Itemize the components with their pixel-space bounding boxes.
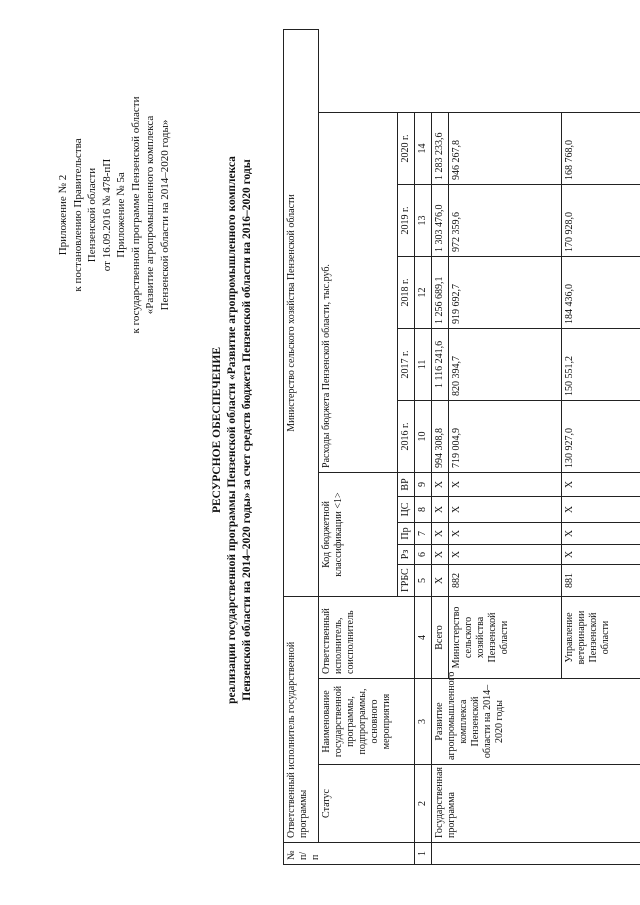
program-name: Развитие агропромышленного комплекса Пензенской области на 2014–2020 годы <box>432 679 640 765</box>
column-number: 5 <box>415 564 432 596</box>
cell-rz: Х <box>449 544 562 564</box>
resource-table <box>283 29 640 865</box>
column-number: 9 <box>415 472 432 496</box>
column-number: 6 <box>415 544 432 564</box>
cell-value: 946 267,8 <box>449 112 562 184</box>
cell-pr: Х <box>432 522 449 544</box>
column-number: 1 <box>415 843 432 865</box>
cell-grbs: 882 <box>449 564 562 596</box>
cell-value: 1 116 241,6 <box>432 328 449 400</box>
header-pr: Пр <box>398 522 415 544</box>
cell-value: 1 283 233,6 <box>432 112 449 184</box>
cell-value: 168 768,0 <box>562 112 640 184</box>
cell-value: 170 928,0 <box>562 184 640 256</box>
cell-value: 1 256 689,1 <box>432 256 449 328</box>
header-row <box>319 30 398 865</box>
column-number: 4 <box>415 596 432 678</box>
column-number: 11 <box>415 328 432 400</box>
column-number: 3 <box>415 679 432 765</box>
header-year: 2020 г. <box>398 112 415 184</box>
cell-value: 994 308,8 <box>432 400 449 472</box>
header-cs: ЦС <box>398 496 415 522</box>
cell-cs: Х <box>449 496 562 522</box>
appendix-line: к постановлению Правительства <box>71 138 84 292</box>
column-number: 14 <box>415 112 432 184</box>
title-line: Пензенской области на 2014–2020 годы» за счет средств бюджета Пензенской области на 2016–2020 годы <box>241 159 253 701</box>
cell-cs: Х <box>432 496 449 522</box>
cell-cs: Х <box>562 496 640 522</box>
row-num-cell <box>432 843 640 865</box>
cell-value: 130 927,0 <box>562 400 640 472</box>
program-status: Государственная программа <box>432 765 640 843</box>
cell-vr: Х <box>432 472 449 496</box>
header-year: 2017 г. <box>398 328 415 400</box>
appendix-line: от 16.09.2016 № 478-пП <box>100 158 113 272</box>
appendix-line: Пензенской области на 2014–2020 годы» <box>158 119 171 311</box>
cell-rz: Х <box>432 544 449 564</box>
header-budget-code: Код бюджетной классификации <1> <box>319 472 398 596</box>
cell-value: 919 692,7 <box>449 256 562 328</box>
cell-value: 972 359,6 <box>449 184 562 256</box>
cell-pr: Х <box>449 522 562 544</box>
cell-vr: Х <box>449 472 562 496</box>
column-number: 8 <box>415 496 432 522</box>
appendix-line: «Развитие агропромышленного комплекса <box>144 115 156 315</box>
column-numbers-row <box>415 30 432 865</box>
column-number: 7 <box>415 522 432 544</box>
appendix-line: Пензенской области <box>86 167 98 263</box>
header-name: Наименование государственной программы, подпрограммы, основного мероприятия <box>319 679 415 765</box>
cell-vr: Х <box>562 472 640 496</box>
appendix-header <box>56 45 172 385</box>
header-row <box>284 30 319 865</box>
header-year: 2019 г. <box>398 184 415 256</box>
title-line: РЕСУРСНОЕ ОБЕСПЕЧЕНИЕ <box>211 347 223 514</box>
cell-grbs: Х <box>432 564 449 596</box>
document-title <box>210 35 255 825</box>
header-year: 2016 г. <box>398 400 415 472</box>
header-grbs: ГРБС <box>398 564 415 596</box>
header-rz: Рз <box>398 544 415 564</box>
header-responsible: Ответственный исполнитель, соисполнитель <box>319 596 415 678</box>
header-vr: ВР <box>398 472 415 496</box>
cell-pr: Х <box>562 522 640 544</box>
header-status: Статус <box>319 765 415 843</box>
cell-grbs: 881 <box>562 564 640 596</box>
row-executor: Управление ветеринарии Пензенской области <box>562 596 640 678</box>
column-number: 10 <box>415 400 432 472</box>
header-executor-title: Ответственный исполнитель государственной программы <box>284 596 319 842</box>
title-line: реализации государственной программы Пензенской области «Развитие агропромышленного комплекса <box>226 156 238 704</box>
header-num: № п/п <box>284 843 415 865</box>
header-expenses: Расходы бюджета Пензенской области, тыс.руб. <box>319 112 398 472</box>
column-number: 13 <box>415 184 432 256</box>
row-executor: Всего <box>432 596 449 678</box>
header-ministry: Министерство сельского хозяйства Пензенской области <box>284 30 319 597</box>
column-number: 12 <box>415 256 432 328</box>
appendix-line: к государственной программе Пензенской области <box>129 96 142 334</box>
header-year: 2018 г. <box>398 256 415 328</box>
column-number: 2 <box>415 765 432 843</box>
cell-value: 820 394,7 <box>449 328 562 400</box>
cell-value: 719 004,9 <box>449 400 562 472</box>
cell-value: 150 551,2 <box>562 328 640 400</box>
cell-rz: Х <box>562 544 640 564</box>
cell-value: 184 436,0 <box>562 256 640 328</box>
table-row <box>432 30 449 865</box>
row-executor: Министерство сельского хозяйства Пензенской области <box>449 596 562 678</box>
appendix-line: Приложение № 5а <box>115 172 127 258</box>
cell-value: 1 303 476,0 <box>432 184 449 256</box>
appendix-line: Приложение № 2 <box>57 174 69 256</box>
